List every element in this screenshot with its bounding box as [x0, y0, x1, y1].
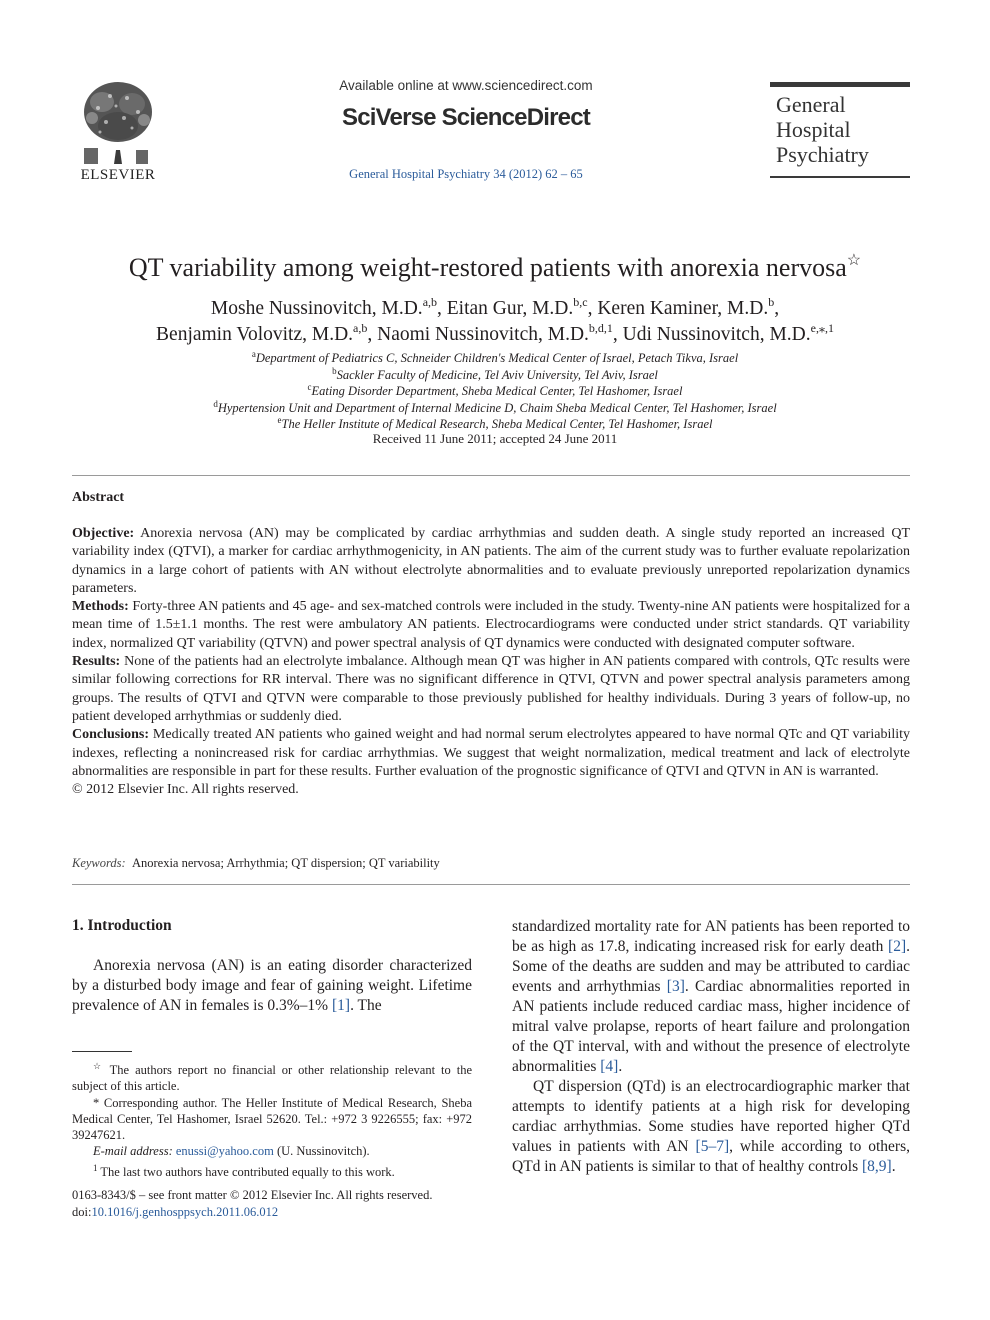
doi-link[interactable]: 10.1016/j.genhosppsych.2011.06.012 — [91, 1204, 279, 1219]
email-link[interactable]: enussi@yahoo.com — [175, 1144, 274, 1159]
author-separator: , — [612, 324, 623, 345]
left-column-text — [72, 956, 472, 1016]
right-column-text — [512, 917, 910, 1177]
reference-link[interactable]: [1] — [331, 997, 351, 1014]
author-name[interactable]: Eitan Gur, M.D. — [446, 298, 574, 319]
email-owner: (U. Nussinovitch). — [276, 1144, 370, 1159]
body-text: . Cardiac abnormalities reported in AN patients include reduced cardiac mass, higher incidence of mitral valve prolapse, reports of heart failure and prolongation of the QT interval, with and without the presence of electrolyte abnormalities — [512, 978, 910, 1075]
author-separator: , — [774, 298, 780, 319]
author-affiliation-marks: e,⁎,1 — [810, 321, 834, 335]
body-text: Anorexia nervosa (AN) is an eating disorder characterized by a disturbed body image and fear of gaining weight. Lifetime prevalence of AN in females is 0.3%–1% — [72, 957, 472, 1014]
author-separator: , — [587, 298, 598, 319]
affiliation-mark: b — [332, 365, 337, 376]
issn-line: 0163-8343/$ – see front matter © 2012 Elsevier Inc. All rights reserved. — [72, 1188, 433, 1202]
abstract-conclusions — [72, 726, 910, 781]
journal-title-line-2: Hospital — [776, 117, 851, 142]
affiliation-mark: d — [213, 398, 218, 409]
footnote-email — [72, 1143, 472, 1159]
email-label: E-mail address: — [93, 1144, 173, 1159]
divider-top — [72, 475, 910, 476]
doi-line — [72, 1204, 492, 1221]
author-separator: , — [437, 298, 447, 319]
reference-link[interactable]: [2] — [888, 938, 907, 955]
abstract-paragraph: Anorexia nervosa (AN) may be complicated by cardiac arrhythmias and sudden death. A single study reported an increased QT variability index (QTVI), a marker for cardiac arrhythmogenicity, in AN patients. The aim of the current study was to further evaluate repolarization dynamics in a large cohort of patients with AN without electrolyte abnormalities and to evaluate previously unreported repolarization dynamics parameters. — [72, 526, 911, 596]
abstract-label: Methods: — [72, 599, 129, 615]
article-title — [40, 250, 950, 283]
title-footnote-star-icon[interactable]: ☆ — [846, 252, 862, 269]
footnote-equal-contribution — [72, 1160, 472, 1180]
abstract-methods — [72, 598, 910, 653]
author-name[interactable]: Benjamin Volovitz, M.D. — [156, 324, 354, 345]
author-affiliation-marks: b,c — [573, 295, 588, 309]
footnote-text: The authors report no financial or other relationship relevant to the subject of this article. — [72, 1063, 472, 1094]
abstract-paragraph: Medically treated AN patients who gained weight and had normal serum electrolytes appeared to have normal QTc and QT variability indexes, reflecting a nonincreased risk for cardiac arrhythmias. We suggest that weight normalization, medical treatment and lack of electrolyte abnormalities are responsible in part for these results. Further evaluation of the prognostic significance of QTVI and QTVN in AN is warranted. — [72, 727, 911, 779]
issn-doi-block — [72, 1187, 492, 1220]
journal-box-bottom-rule — [770, 176, 910, 178]
author-separator: , — [367, 324, 378, 345]
keywords-line — [72, 856, 440, 871]
doi-label: doi: — [72, 1204, 92, 1219]
affiliation-mark: c — [307, 382, 312, 392]
publisher-wordmark: ELSEVIER — [80, 167, 156, 182]
reference-link[interactable]: [4] — [600, 1058, 619, 1075]
author-affiliation-marks: a,b — [422, 295, 438, 309]
journal-title — [776, 92, 869, 167]
affiliation-mark: e — [277, 415, 282, 425]
journal-title-box — [770, 82, 910, 180]
body-text: . — [618, 1058, 623, 1075]
body-text: . The — [350, 997, 382, 1014]
section-heading-introduction: 1. Introduction — [72, 917, 172, 934]
available-online-line: Available online at www.sciencedirect.com — [339, 78, 593, 93]
reference-link[interactable]: [3] — [666, 978, 685, 995]
intro-paragraph-1-continued — [512, 917, 910, 1077]
affiliation-text: Department of Pediatrics C, Schneider Children's Medical Center of Israel, Petach Tikva, Israel — [255, 351, 739, 365]
affiliation-e — [40, 412, 950, 433]
footnote-rule — [72, 1051, 132, 1052]
footnote-star-icon: ☆ — [93, 1061, 104, 1071]
affiliation-mark: a — [251, 349, 256, 359]
footnote-number: 1 — [93, 1162, 98, 1173]
reference-link[interactable]: [8,9] — [862, 1158, 892, 1175]
affiliation-text: Sackler Faculty of Medicine, Tel Aviv University, Tel Aviv, Israel — [336, 367, 658, 382]
body-text: , while according to others, QTd in AN patients is similar to that of healthy controls — [512, 1138, 910, 1175]
footnotes — [72, 1058, 472, 1180]
author-name[interactable]: Udi Nussinovitch, M.D. — [622, 324, 811, 345]
abstract-copyright: © 2012 Elsevier Inc. All rights reserved. — [72, 782, 299, 798]
abstract-label: Objective: — [72, 526, 135, 541]
abstract-label: Conclusions: — [72, 727, 150, 743]
footnote-corresponding — [72, 1095, 472, 1144]
intro-paragraph-2 — [512, 1077, 910, 1177]
article-title-text: QT variability among weight-restored patients with anorexia nervosa — [128, 253, 847, 282]
author-name[interactable]: Keren Kaminer, M.D. — [597, 298, 769, 319]
abstract-label: Results: — [72, 654, 121, 670]
author-affiliation-marks: b — [768, 295, 775, 309]
divider-bottom — [72, 884, 910, 885]
journal-box-top-rule — [770, 82, 910, 87]
abstract-results — [72, 653, 910, 726]
author-name[interactable]: Moshe Nussinovitch, M.D. — [210, 298, 423, 319]
affiliation-text: Eating Disorder Department, Sheba Medical Center, Tel Hashomer, Israel — [311, 384, 683, 398]
author-name[interactable]: Naomi Nussinovitch, M.D. — [377, 324, 589, 345]
affiliation-text: The Heller Institute of Medical Research, Sheba Medical Center, Tel Hashomer, Israel — [281, 417, 713, 431]
abstract-paragraph: None of the patients had an electrolyte imbalance. Although mean QT was higher in AN patients compared with controls, QTc results were similar following corrections for RR interval. There was no significant difference in QTVI, QTVN and power spectral analysis parameters among groups. The results of QTVI and QTVN were comparable to those previously published for healthy individuals. During 3 years of follow-up, no patient developed arrhythmias or suddenly died. — [72, 654, 911, 724]
reference-link[interactable]: [5–7] — [695, 1138, 730, 1155]
keywords-list: Anorexia nervosa; Arrhythmia; QT dispersion; QT variability — [131, 856, 440, 870]
footnote-text: The last two authors have contributed equally to this work. — [100, 1164, 395, 1179]
abstract-heading: Abstract — [72, 490, 125, 505]
body-text: QT dispersion (QTd) is an electrocardiographic marker that attempts to identify patients at a high risk for developing cardiac arrhythmias. Some studies have reported higher QTd values in patients with AN — [512, 1078, 910, 1155]
elsevier-logo — [72, 78, 164, 182]
received-dates: Received 11 June 2011; accepted 24 June 2011 — [372, 431, 618, 446]
journal-title-line-3: Psychiatry — [776, 142, 869, 167]
journal-title-line-1: General — [776, 92, 846, 117]
author-affiliation-marks: a,b — [353, 321, 368, 335]
body-text: standardized mortality rate for AN patients has been reported to be as high as 17.8, indicating increased risk for early death — [512, 918, 910, 955]
sciencedirect-brand[interactable]: SciVerse ScienceDirect — [342, 104, 590, 131]
abstract-body — [72, 525, 910, 799]
body-text: . — [891, 1158, 896, 1175]
abstract-objective — [72, 525, 910, 598]
affiliation-text: Hypertension Unit and Department of Internal Medicine D, Chaim Sheba Medical Center, Tel Hashomer, Israel — [217, 400, 777, 415]
footnote-text: Corresponding author. The Heller Institute of Medical Research, Sheba Medical Center, Tel Hashomer, Israel 52620. Tel.: +972 3 9226555; fax: +972 39247621. — [72, 1095, 473, 1143]
author-line-2 — [40, 315, 950, 348]
abstract-paragraph: Forty-three AN patients and 45 age- and sex-matched controls were included in the study. Twenty-nine AN patients were hospitalized for a mean time of 1.5±1.1 months. The rest were ambulatory AN patients. Electrocardiograms were conducted under strict standards. QT variability index, normalized QT variability (QTVN) and power spectral analysis of QT dynamics were conducted with designated computer software. — [72, 599, 911, 651]
footnote-asterisk: * — [93, 1095, 100, 1110]
intro-paragraph-1 — [72, 956, 472, 1016]
journal-citation-link[interactable]: General Hospital Psychiatry 34 (2012) 62 – 65 — [349, 167, 583, 181]
keywords-label: Keywords: — [72, 856, 126, 870]
body-text: . Some of the deaths are sudden and may be attributed to cardiac events and arrhythmias — [512, 938, 910, 995]
author-affiliation-marks: b,d,1 — [588, 321, 613, 335]
footnote-star — [72, 1058, 472, 1095]
